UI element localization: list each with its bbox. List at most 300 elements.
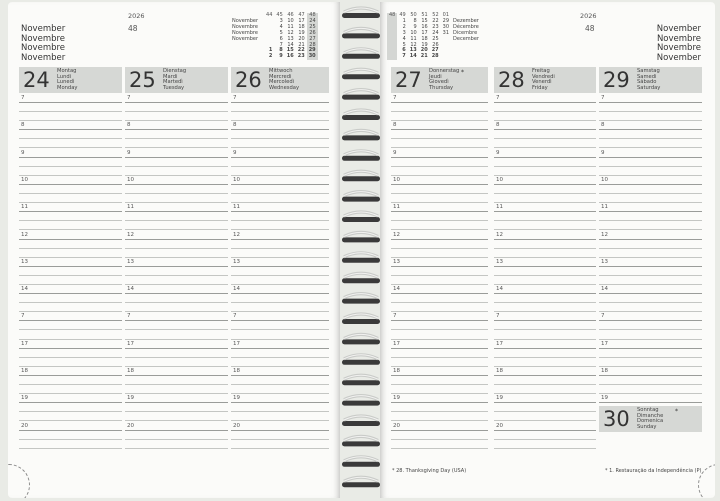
hour-slot[interactable]: [599, 285, 702, 312]
ruling-line: [494, 320, 596, 321]
hour-label: 10: [233, 176, 240, 183]
hour-slot[interactable]: [19, 149, 122, 176]
weekday-name: Giovedì: [429, 79, 449, 86]
hour-slot[interactable]: [391, 258, 488, 285]
hour-slot[interactable]: [391, 340, 488, 367]
hour-label: 17: [127, 340, 134, 347]
weekday-name: Freitag: [532, 68, 550, 74]
hour-label: 13: [233, 258, 240, 265]
ruling-line: [391, 293, 488, 294]
hour-slot[interactable]: [125, 121, 228, 148]
day-column: [19, 67, 122, 465]
ruling-line: [19, 357, 122, 358]
mini-week-number: 48: [389, 12, 396, 18]
mini-day: 20: [420, 47, 428, 54]
ruling-line: [125, 184, 228, 185]
ruling-line: [391, 357, 488, 358]
hour-slot[interactable]: [391, 203, 488, 230]
mini-day: 10: [287, 17, 294, 24]
mini-day: 14: [409, 53, 417, 60]
hour-label: 7: [127, 95, 131, 101]
mini-day: 14: [287, 41, 294, 48]
ruling-line: [494, 348, 596, 349]
weekday-name: Tuesday: [163, 84, 185, 91]
ruling-line: [391, 239, 488, 240]
ruling-line: [19, 248, 122, 249]
weekday-name: Mardi: [163, 73, 178, 80]
hour-slot[interactable]: [599, 340, 702, 367]
ruling-line: [19, 320, 122, 321]
ruling-line: [231, 430, 329, 431]
ruling-line: [599, 166, 702, 167]
holiday-marker: *: [675, 408, 678, 416]
hour-label: 12: [496, 231, 503, 238]
ruling-line: [494, 411, 596, 412]
mini-day: 23: [297, 53, 305, 60]
mini-day: 27: [431, 47, 439, 54]
ruling-line: [494, 248, 596, 249]
hour-slot[interactable]: [19, 394, 122, 421]
hour-slot[interactable]: [125, 340, 228, 367]
weekday-name: Sunday: [637, 424, 657, 431]
hour-slot[interactable]: [494, 203, 596, 230]
month-name: Novembre: [656, 33, 701, 44]
mini-week-number: 51: [421, 12, 428, 18]
hour-slot[interactable]: [125, 231, 228, 258]
ruling-line: [599, 329, 702, 330]
ruling-line: [599, 375, 702, 376]
ruling-line: [231, 448, 329, 449]
ruling-line: [494, 275, 596, 276]
ruling-line: [231, 102, 329, 103]
ruling-line: [599, 193, 702, 194]
ruling-line: [231, 275, 329, 276]
hour-slot[interactable]: [19, 312, 122, 339]
ruling-line: [231, 138, 329, 139]
page-corner-mark: [8, 464, 30, 498]
right-year: 2026: [580, 12, 597, 20]
hour-label: 13: [21, 258, 28, 265]
day-number: 30: [603, 407, 630, 432]
mini-month-name: Dezember: [453, 17, 479, 24]
weekday-name: Lunedì: [57, 79, 75, 86]
day-number: 29: [603, 68, 630, 92]
ruling-line: [494, 375, 596, 376]
spiral-binding: [338, 0, 384, 501]
mini-day: 3: [402, 29, 406, 36]
mini-day: 6: [402, 47, 406, 54]
hour-slot[interactable]: [494, 231, 596, 258]
hour-label: 14: [393, 286, 400, 293]
mini-day: 4: [279, 23, 283, 30]
weekday-name: Monday: [57, 84, 78, 91]
hour-slot[interactable]: [599, 121, 702, 148]
mini-day: 31: [442, 29, 450, 36]
ruling-line: [125, 275, 228, 276]
ruling-line: [391, 248, 488, 249]
weekday-name: Mercredi: [269, 73, 292, 80]
hour-slot[interactable]: [494, 285, 596, 312]
day-column: [125, 67, 228, 465]
hour-slot[interactable]: [391, 285, 488, 312]
hour-label: 10: [21, 176, 28, 183]
mini-day: 28: [307, 43, 318, 49]
ruling-line: [125, 357, 228, 358]
day-header: [19, 67, 122, 93]
hour-label: 20: [127, 422, 134, 429]
mini-week-number: 47: [298, 12, 305, 18]
ruling-line: [231, 129, 329, 130]
mini-month-name: November: [232, 17, 259, 24]
hour-label: 8: [21, 122, 25, 129]
mini-week-number: 50: [410, 12, 417, 18]
ruling-line: [391, 275, 488, 276]
ruling-line: [599, 275, 702, 276]
mini-day: 18: [421, 35, 428, 42]
month-name: November: [656, 52, 701, 63]
weekday-name: Donnerstag: [429, 68, 460, 74]
day-number: 27: [395, 68, 422, 92]
hour-slot[interactable]: [125, 422, 228, 449]
holiday-marker: *: [461, 69, 464, 76]
month-name: November: [656, 24, 701, 34]
hour-label: 7: [601, 313, 605, 320]
ruling-line: [19, 239, 122, 240]
hour-label: 12: [393, 231, 400, 238]
hour-slot[interactable]: [231, 422, 329, 449]
weekday-name: Sábado: [637, 79, 657, 86]
weekday-name: Samedi: [637, 73, 657, 80]
hour-slot[interactable]: [599, 149, 702, 176]
hour-slot[interactable]: [494, 121, 596, 148]
ruling-line: [391, 129, 488, 130]
weekday-name: Saturday: [637, 84, 661, 91]
mini-day: 19: [298, 29, 305, 36]
ruling-line: [125, 348, 228, 349]
hour-slot[interactable]: [494, 422, 596, 449]
weekday-name: Domenica: [637, 418, 664, 425]
mini-day: 20: [298, 35, 305, 42]
hour-slot[interactable]: [125, 258, 228, 285]
hour-slot[interactable]: [19, 121, 122, 148]
hour-slot[interactable]: [231, 367, 329, 394]
mini-day: 6: [279, 35, 283, 42]
mini-day: 5: [402, 41, 406, 48]
ruling-line: [494, 211, 596, 212]
day-names: [57, 69, 77, 91]
hour-slot[interactable]: [494, 258, 596, 285]
hour-slot[interactable]: [494, 312, 596, 339]
ruling-line: [494, 166, 596, 167]
hour-label: 9: [393, 149, 397, 156]
ruling-line: [125, 239, 228, 240]
hour-label: 11: [601, 204, 608, 211]
hour-slot[interactable]: [391, 367, 488, 394]
ruling-line: [125, 293, 228, 294]
hour-slot[interactable]: [231, 94, 329, 121]
ruling-line: [391, 220, 488, 221]
day-number: 25: [129, 68, 156, 92]
ruling-line: [125, 211, 228, 212]
ruling-line: [231, 384, 329, 385]
mini-day: 25: [432, 35, 439, 42]
hour-slot[interactable]: [231, 394, 329, 421]
ruling-line: [391, 302, 488, 303]
mini-week-number: 46: [287, 12, 294, 18]
hour-label: 17: [393, 340, 400, 347]
ruling-line: [125, 248, 228, 249]
mini-day: 29: [308, 47, 316, 54]
hour-slot[interactable]: [19, 285, 122, 312]
ruling-line: [19, 375, 122, 376]
hour-slot[interactable]: [599, 203, 702, 230]
ruling-line: [125, 384, 228, 385]
hour-label: 11: [21, 204, 28, 211]
mini-day: 29: [442, 17, 450, 24]
hour-slot[interactable]: [231, 285, 329, 312]
ruling-line: [19, 430, 122, 431]
hour-slot[interactable]: [391, 121, 488, 148]
hour-label: 20: [393, 422, 400, 429]
ruling-line: [391, 193, 488, 194]
hour-slot[interactable]: [391, 312, 488, 339]
mini-day: 2: [402, 23, 406, 30]
mini-day: 27: [307, 37, 318, 43]
ruling-line: [231, 193, 329, 194]
hour-slot[interactable]: [125, 367, 228, 394]
ruling-line: [231, 293, 329, 294]
ruling-line: [125, 411, 228, 412]
day-column: [599, 67, 702, 465]
day-column: [391, 67, 488, 465]
weekday-name: Dienstag: [163, 68, 187, 74]
mini-day: 8: [279, 47, 283, 54]
hour-slot[interactable]: [19, 340, 122, 367]
footnote-thanksgiving: * 28. Thanksgiving Day (USA): [392, 468, 467, 474]
ruling-line: [494, 430, 596, 431]
hour-slot[interactable]: [231, 149, 329, 176]
hour-slot[interactable]: [599, 231, 702, 258]
ruling-line: [19, 302, 122, 303]
mini-day: 19: [421, 41, 428, 48]
hour-label: 7: [601, 95, 605, 101]
hour-label: 13: [601, 258, 608, 265]
hour-label: 20: [233, 422, 240, 429]
hour-slot[interactable]: [125, 176, 228, 203]
left-month-names: [21, 25, 65, 63]
hour-slot[interactable]: [231, 231, 329, 258]
mini-day: 18: [298, 23, 305, 30]
hour-slot[interactable]: [19, 258, 122, 285]
hour-slot[interactable]: [19, 94, 122, 121]
ruling-line: [494, 239, 596, 240]
ruling-line: [19, 275, 122, 276]
hour-label: 14: [601, 286, 608, 293]
ruling-line: [231, 239, 329, 240]
month-name: Novembre: [656, 43, 701, 54]
month-name: November: [21, 24, 66, 34]
hour-slot[interactable]: [231, 121, 329, 148]
mini-day: 13: [409, 47, 417, 54]
hour-slot[interactable]: [231, 203, 329, 230]
hour-label: 11: [127, 204, 134, 211]
ruling-line: [494, 220, 596, 221]
ruling-line: [599, 320, 702, 321]
hour-label: 19: [21, 395, 28, 402]
hour-slot[interactable]: [19, 422, 122, 449]
ruling-line: [231, 302, 329, 303]
ruling-line: [19, 293, 122, 294]
mini-day: 15: [421, 17, 428, 24]
ruling-line: [494, 111, 596, 112]
ruling-line: [599, 239, 702, 240]
ruling-line: [494, 329, 596, 330]
ruling-line: [125, 375, 228, 376]
ruling-line: [599, 138, 702, 139]
mini-day: 7: [402, 53, 406, 60]
hour-label: 19: [393, 395, 400, 402]
hour-label: 17: [601, 340, 608, 347]
mini-week-number: 44: [266, 12, 273, 18]
hour-slot[interactable]: [19, 203, 122, 230]
ruling-line: [391, 184, 488, 185]
hour-slot[interactable]: [599, 258, 702, 285]
hour-slot[interactable]: [125, 285, 228, 312]
ruling-line: [19, 157, 122, 158]
hour-slot[interactable]: [125, 312, 228, 339]
day-header: [231, 67, 329, 93]
month-name: November: [21, 52, 66, 63]
hour-label: 19: [127, 395, 134, 402]
hour-label: 8: [127, 122, 131, 129]
hour-label: 12: [601, 231, 608, 238]
hour-slot[interactable]: [599, 176, 702, 203]
weekday-name: Lundi: [57, 73, 72, 80]
hour-slot[interactable]: [125, 394, 228, 421]
hour-label: 7: [393, 313, 397, 320]
ruling-line: [599, 157, 702, 158]
mini-day: 3: [279, 17, 283, 24]
ruling-line: [494, 357, 596, 358]
ruling-line: [391, 348, 488, 349]
day-names: [429, 69, 459, 91]
mini-day: 22: [432, 17, 439, 24]
ruling-line: [494, 129, 596, 130]
ruling-line: [231, 157, 329, 158]
day-column: [231, 67, 329, 465]
mini-day: 25: [307, 25, 318, 31]
ruling-line: [125, 157, 228, 158]
hour-slot[interactable]: [231, 176, 329, 203]
mini-day: 17: [298, 17, 305, 24]
mini-week-number: 52: [432, 12, 439, 18]
ruling-line: [391, 111, 488, 112]
hour-slot[interactable]: [231, 312, 329, 339]
hour-label: 14: [21, 286, 28, 293]
day-number: 28: [498, 68, 525, 92]
ruling-line: [599, 302, 702, 303]
ruling-line: [125, 302, 228, 303]
mini-day: 12: [287, 29, 294, 36]
ruling-line: [19, 448, 122, 449]
hour-label: 14: [233, 286, 240, 293]
hour-slot[interactable]: [125, 149, 228, 176]
weekday-name: Venerdì: [532, 79, 552, 86]
day-names: [637, 69, 660, 91]
hour-slot[interactable]: [494, 340, 596, 367]
hour-label: 7: [496, 95, 500, 101]
hour-label: 8: [601, 122, 605, 129]
ruling-line: [125, 166, 228, 167]
mini-day: 22: [297, 47, 305, 54]
mini-month-name: [230, 54, 264, 60]
ruling-line: [391, 138, 488, 139]
hour-label: 13: [496, 258, 503, 265]
hour-slot[interactable]: [125, 94, 228, 121]
hour-slot[interactable]: [494, 394, 596, 421]
mini-day: 1: [402, 17, 406, 24]
mini-month-name: Dicembre: [453, 29, 478, 36]
weekday-name: Jeudi: [429, 73, 442, 80]
ruling-line: [391, 320, 488, 321]
ruling-line: [391, 266, 488, 267]
hour-slot[interactable]: [19, 176, 122, 203]
hour-slot[interactable]: [125, 203, 228, 230]
mini-day: 12: [410, 41, 417, 48]
hour-slot[interactable]: [19, 231, 122, 258]
ruling-line: [125, 430, 228, 431]
mini-day: 23: [432, 23, 439, 30]
hour-slot[interactable]: [391, 149, 488, 176]
ruling-line: [19, 402, 122, 403]
hour-slot[interactable]: [494, 94, 596, 121]
mini-week-number: 45: [276, 12, 283, 18]
hour-slot[interactable]: [391, 94, 488, 121]
hour-slot[interactable]: [391, 394, 488, 421]
mini-day: 16: [286, 53, 294, 60]
mini-month-name: November: [232, 35, 259, 42]
hour-slot[interactable]: [494, 176, 596, 203]
mini-day: 16: [421, 23, 428, 30]
ruling-line: [125, 329, 228, 330]
mini-day: 21: [420, 53, 428, 60]
hour-slot[interactable]: [231, 340, 329, 367]
ruling-line: [494, 402, 596, 403]
ruling-line: [494, 302, 596, 303]
hour-slot[interactable]: [494, 149, 596, 176]
hour-slot[interactable]: [391, 231, 488, 258]
hour-slot[interactable]: [391, 422, 488, 449]
ruling-line: [599, 293, 702, 294]
ruling-line: [19, 129, 122, 130]
mini-day: 11: [287, 23, 294, 30]
hour-slot[interactable]: [19, 367, 122, 394]
hour-label: 14: [496, 286, 503, 293]
ruling-line: [125, 220, 228, 221]
hour-slot[interactable]: [599, 312, 702, 339]
hour-slot[interactable]: [599, 367, 702, 394]
hour-label: 17: [233, 340, 240, 347]
right-month-names: [657, 25, 701, 63]
hour-slot[interactable]: [599, 94, 702, 121]
hour-slot[interactable]: [494, 367, 596, 394]
ruling-line: [391, 439, 488, 440]
ruling-line: [391, 102, 488, 103]
ruling-line: [125, 129, 228, 130]
ruling-line: [231, 375, 329, 376]
hour-slot[interactable]: [391, 176, 488, 203]
hour-slot[interactable]: [231, 258, 329, 285]
